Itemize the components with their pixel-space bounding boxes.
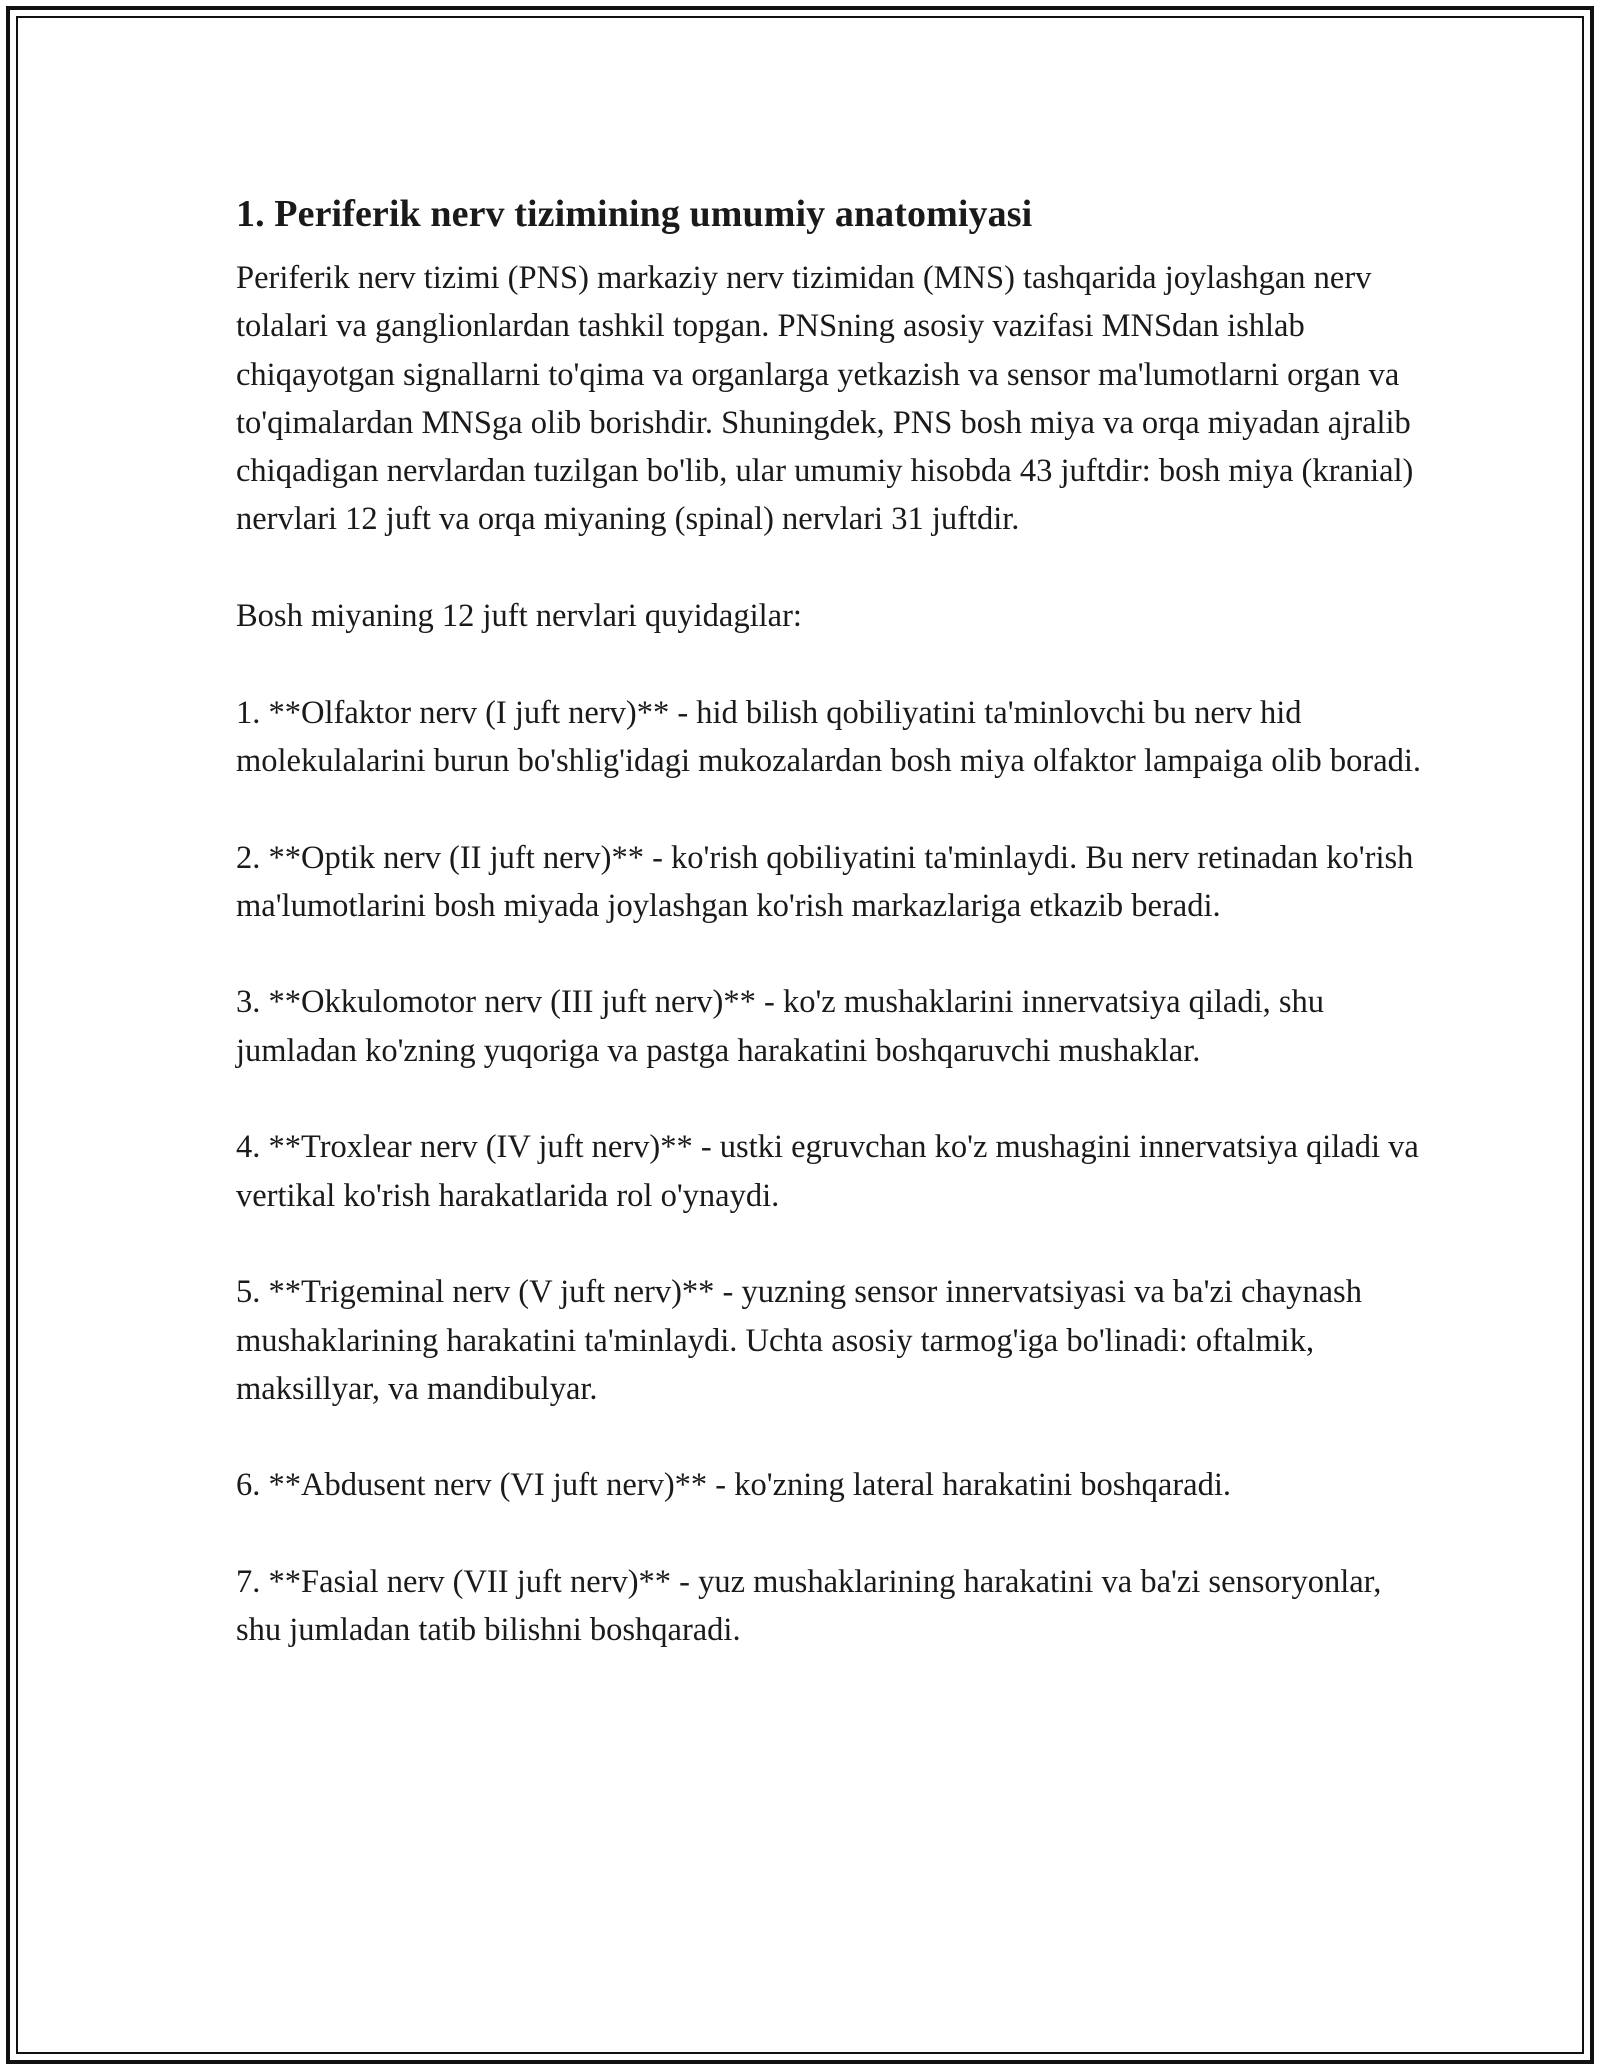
intro-paragraph: Periferik nerv tizimi (PNS) markaziy nerv tizimidan (MNS) tashqarida joylashgan nerv tolalari va ganglionlardan tashkil topgan. PNSning asosiy vazifasi MNSdan ishlab chiqayotgan signallarni to'qima va organlarga yetkazish va sensor ma'lumotlarni organ va to'qimalardan MNSga olib borishdir. Shuningdek, PNS bosh miya va orqa miyadan ajralib chiqadigan nervlardan tuzilgan bo'lib, ular umumiy hisobda 43 juftdir: bosh miya (kranial) nervlari 12 juft va orqa miyaning (spinal) nervlari 31 juftdir. — [236, 260, 1414, 538]
nerve-item-2: 2. **Optik nerv (II juft nerv)** - ko'rish qobiliyatini ta'minlaydi. Bu nerv retinadan ko'rish ma'lumotlarini bosh miyada joylashgan ko'rish markazlariga etkazib beradi. — [236, 839, 1414, 924]
nerve-item-1: 1. **Olfaktor nerv (I juft nerv)** - hid bilish qobiliyatini ta'minlovchi bu nerv hid molekulalarini burun bo'shlig'idagi mukozalardan bosh miya olfaktor lampaiga olib boradi. — [236, 694, 1422, 779]
document-body — [236, 188, 1426, 1703]
nerve-item-7: 7. **Fasial nerv (VII juft nerv)** - yuz mushaklarining harakatini va ba'zi sensoryonlar, shu jumladan tatib bilishni boshqaradi. — [236, 1564, 1382, 1649]
section-title: 1. Periferik nerv tizimining umumiy anatomiyasi — [236, 193, 1033, 235]
nerve-item-4: 4. **Troxlear nerv (IV juft nerv)** - ustki egruvchan ko'z mushagini innervatsiya qiladi va vertikal ko'rish harakatlarida rol o'ynaydi. — [236, 1129, 1419, 1214]
list-heading: Bosh miyaning 12 juft nervlari quyidagilar: — [236, 598, 802, 635]
nerve-item-3: 3. **Okkulomotor nerv (III juft nerv)** - ko'z mushaklarini innervatsiya qiladi, shu jumladan ko'zning yuqoriga va pastga harakatini boshqaruvchi mushaklar. — [236, 984, 1325, 1069]
nerve-item-6: 6. **Abdusent nerv (VI juft nerv)** - ko'zning lateral harakatini boshqaradi. — [236, 1467, 1231, 1504]
nerve-item-5: 5. **Trigeminal nerv (V juft nerv)** - yuzning sensor innervatsiyasi va ba'zi chaynash mushaklarining harakatini ta'minlaydi. Uchta asosiy tarmog'iga bo'linadi: oftalmik, maksillyar, va mandibulyar. — [236, 1274, 1362, 1407]
